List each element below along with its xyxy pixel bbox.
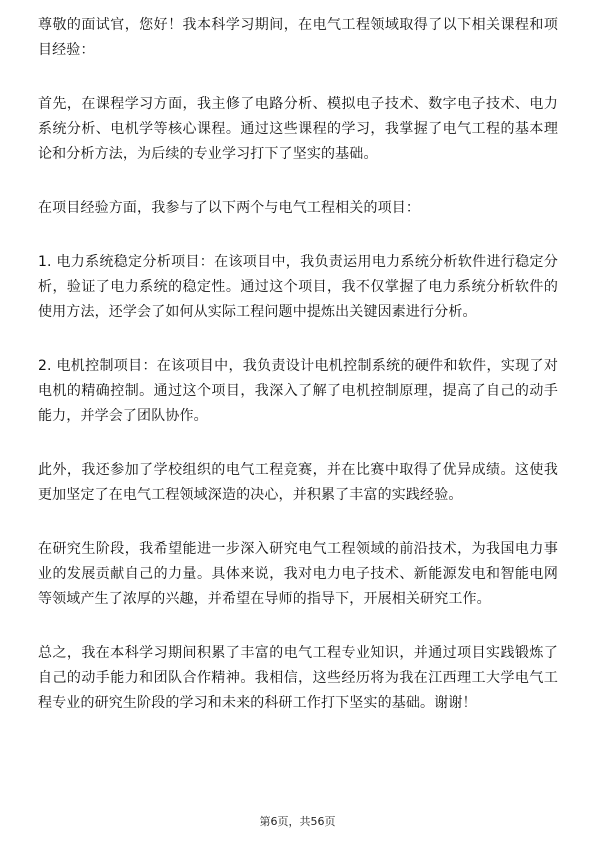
paragraph-project-1: 1. 电力系统稳定分析项目：在该项目中，我负责运用电力系统分析软件进行稳定分析，验证了电力系统的稳定性。通过这个项目，我不仅掌握了电力系统分析软件的使用方法，还学会了如何从实际工程问题中提炼出关键因素进行分析。 xyxy=(38,254,558,320)
paragraph-project-2: 2. 电机控制项目：在该项目中，我负责设计电机控制系统的硬件和软件，实现了对电机的精确控制。通过这个项目，我深入了解了电机控制原理，提高了自己的动手能力，并学会了团队协作。 xyxy=(38,358,558,424)
paragraph-greeting: 尊敬的面试官，您好！我本科学习期间，在电气工程领域取得了以下相关课程和项目经验： xyxy=(38,17,558,58)
paragraph-research-plan: 在研究生阶段，我希望能进一步深入研究电气工程领域的前沿技术，为我国电力事业的发展贡献自己的力量。具体来说，我对电力电子技术、新能源发电和智能电网等领域产生了浓厚的兴趣，并希望在导师的指导下，开展相关研究工作。 xyxy=(38,541,558,607)
paragraph-competition: 此外，我还参加了学校组织的电气工程竞赛，并在比赛中取得了优异成绩。这使我更加坚定了在电气工程领域深造的决心，并积累了丰富的实践经验。 xyxy=(38,462,558,503)
page-number-footer: 第6页，共56页 xyxy=(259,815,336,828)
paragraph-project-intro: 在项目经验方面，我参与了以下两个与电气工程相关的项目： xyxy=(38,200,421,216)
paragraph-conclusion: 总之，我在本科学习期间积累了丰富的电气工程专业知识，并通过项目实践锻炼了自己的动手能力和团队合作精神。我相信，这些经历将为我在江西理工大学电气工程专业的研究生阶段的学习和未来的科研工作打下坚实的基础。谢谢！ xyxy=(38,645,558,711)
paragraph-coursework: 首先，在课程学习方面，我主修了电路分析、模拟电子技术、数字电子技术、电力系统分析、电机学等核心课程。通过这些课程的学习，我掌握了电气工程的基本理论和分析方法，为后续的专业学习打下了坚实的基础。 xyxy=(38,96,558,162)
document-body xyxy=(38,13,558,745)
